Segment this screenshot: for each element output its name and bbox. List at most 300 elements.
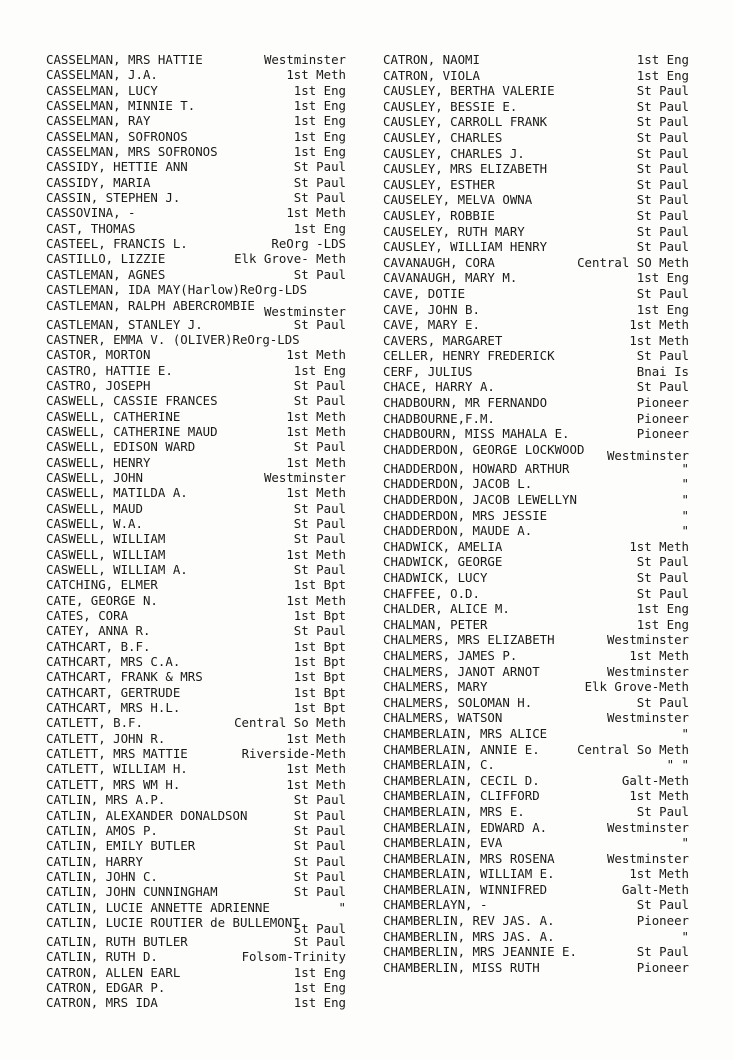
entry-name: CATHCART, GERTRUDE (46, 684, 181, 700)
directory-entry (46, 159, 346, 174)
entry-church: 1st Meth (286, 408, 346, 424)
entry-name: CHAMBERLAYN, - (383, 897, 488, 913)
entry-church: St Paul (636, 129, 689, 145)
directory-entry (383, 804, 689, 820)
directory-entry (46, 175, 346, 190)
entry-church: St Paul (636, 944, 689, 960)
entry-name: CHADDERDON, GEORGE LOCKWOOD (383, 441, 585, 457)
entry-church: St Paul (293, 920, 346, 936)
directory-entry (46, 332, 346, 347)
entry-church: St Paul (293, 266, 346, 282)
entry-name: CHALMERS, JAMES P. (383, 647, 518, 663)
entry-name: CHAMBERLIN, REV JAS. A. (383, 913, 555, 929)
directory-entry (46, 455, 346, 470)
entry-church: 1st Meth (286, 546, 346, 562)
entry-name: CASWELL, CATHERINE MAUD (46, 423, 218, 439)
entry-church: " (681, 725, 689, 741)
entry-name: CAUSLEY, CHARLES (383, 129, 503, 145)
directory-entry (46, 144, 346, 159)
entry-name: CAST, THOMAS (46, 220, 136, 236)
directory-entry (46, 282, 346, 297)
directory-entry (46, 205, 346, 220)
directory-entry (46, 761, 346, 776)
entry-church: 1st Meth (629, 332, 689, 348)
directory-entry (46, 792, 346, 807)
entry-church: Westminster (263, 469, 346, 485)
entry-church: St Paul (636, 239, 689, 255)
entry-name: CHAMBERLAIN, MRS ALICE (383, 725, 548, 741)
directory-entry (46, 934, 346, 949)
directory-entry (383, 897, 689, 913)
entry-name: CHADDERDON, JACOB LEWELLYN (383, 492, 577, 508)
entry-church: St Paul (293, 439, 346, 455)
entry-church: Central SO Meth (577, 254, 689, 270)
entry-name: CHALMERS, WATSON (383, 710, 503, 726)
entry-church: 1st Meth (629, 866, 689, 882)
directory-entry (46, 236, 346, 251)
entry-church: Westminster (606, 447, 689, 463)
entry-church: St Paul (636, 570, 689, 585)
entry-name: CHALMAN, PETER (383, 616, 488, 632)
entry-name: CHADWICK, GEORGE (383, 554, 503, 570)
entry-church: St Paul (293, 515, 346, 531)
entry-name: CASSELMAN, MINNIE T. (46, 98, 196, 114)
entry-church: 1st Meth (286, 67, 346, 83)
entry-church: Westminster (606, 663, 689, 679)
entry-name: CASSIN, STEPHEN J. (46, 190, 181, 206)
entry-name: CASWELL, WILLIAM (46, 531, 166, 547)
entry-church: St Paul (293, 531, 346, 547)
entry-name: CASTLEMAN, STANLEY J. (46, 316, 203, 332)
entry-church: St Paul (293, 822, 346, 838)
entry-church: 1st Eng (293, 995, 346, 1011)
entry-name: CHAMBERLAIN, CECIL D. (383, 772, 540, 788)
directory-entry (383, 364, 689, 380)
directory-entry (46, 470, 346, 485)
entry-name: CATRON, EDGAR P. (46, 979, 166, 995)
directory-entry (383, 476, 689, 492)
entry-name: CHADDERDON, MAUDE A. (383, 523, 533, 539)
directory-entry (383, 270, 689, 286)
entry-name: CASWELL, HENRY (46, 454, 151, 470)
entry-church: St Paul (636, 207, 689, 223)
right-column (383, 52, 689, 975)
directory-entry (383, 146, 689, 162)
entry-name: CATLETT, WILLIAM H. (46, 761, 188, 777)
entry-name: CHAMBERLAIN, EVA (383, 835, 503, 851)
entry-name: CHACE, HARRY A. (383, 379, 495, 395)
entry-church: Westminster (263, 303, 346, 319)
directory-entry (46, 639, 346, 654)
entry-church: " (681, 476, 689, 492)
directory-entry (46, 129, 346, 144)
entry-church: Pioneer (636, 426, 689, 442)
directory-entry (383, 208, 689, 224)
entry-name: CHADDERDON, JACOB L. (383, 476, 533, 492)
entry-name: CHADBOURN, MR FERNANDO (383, 395, 548, 411)
directory-entry (383, 177, 689, 193)
entry-name: CATCHING, ELMER (46, 577, 158, 593)
entry-church: 1st Bpt (293, 608, 346, 624)
entry-church: 1st Meth (286, 454, 346, 470)
entry-church: Elk Grove- Meth (234, 251, 346, 267)
directory-entry (46, 378, 346, 393)
directory-entry (46, 995, 346, 1010)
directory-entry (383, 866, 689, 882)
entry-church: St Paul (636, 379, 689, 395)
entry-church: 1st Eng (293, 128, 346, 144)
entry-church: 1st Meth (629, 647, 689, 663)
entry-name: CAUSLEY, WILLIAM HENRY (383, 239, 548, 255)
directory-entry (46, 562, 346, 577)
entry-name: CATLETT, MRS WM H. (46, 776, 181, 792)
entry-name: CATLIN, HARRY (46, 853, 143, 869)
directory-entry (383, 83, 689, 99)
entry-church: St Paul (293, 316, 346, 332)
directory-entry (383, 664, 689, 680)
entry-name: CASTOR, MORTON (46, 347, 151, 363)
directory-entry (383, 632, 689, 648)
entry-church: Galt-Meth (621, 881, 689, 897)
entry-church: 1st Eng (293, 964, 346, 980)
entry-name: CATLIN, JOHN CUNNINGHAM (46, 884, 218, 900)
entry-name: CASTRO, HATTIE E. (46, 362, 173, 378)
entry-name: CATLIN, MRS A.P. (46, 792, 166, 808)
entry-name: CATHCART, B.F. (46, 638, 151, 654)
directory-entry (46, 393, 346, 408)
entry-church: Bnai Is (636, 363, 689, 379)
entry-name: CAVE, MARY E. (383, 317, 480, 333)
entry-name: CATHCART, FRANK & MRS (46, 669, 203, 685)
directory-entry (383, 679, 689, 695)
entry-name: CAUSLEY, BESSIE E. (383, 98, 518, 114)
entry-church: St Paul (293, 853, 346, 869)
entry-church: 1st Eng (636, 270, 689, 286)
entry-church: St Paul (636, 192, 689, 208)
entry-church: Westminster (606, 632, 689, 648)
directory-entry (383, 617, 689, 633)
entry-name: CASTNER, EMMA V. (OLIVER)ReOrg-LDS (46, 331, 300, 347)
entry-church: 1st Meth (286, 347, 346, 363)
entry-name: CAVANAUGH, CORA (383, 254, 495, 270)
directory-entry (383, 333, 689, 349)
entry-name: CHAFFEE, O.D. (383, 585, 480, 601)
entry-name: CAVANAUGH, MARY M. (383, 270, 518, 286)
entry-church: St Paul (293, 807, 346, 823)
directory-entry (46, 669, 346, 684)
entry-church: " (681, 835, 689, 851)
entry-name: CHALMERS, MARY (383, 679, 488, 695)
directory-entry (383, 492, 689, 508)
directory-entry (46, 485, 346, 500)
entry-church: St Paul (636, 114, 689, 130)
entry-name: CASWELL, CASSIE FRANCES (46, 393, 218, 409)
entry-name: CHAMBERLAIN, WINNIFRED (383, 881, 548, 897)
entry-church: 1st Bpt (293, 577, 346, 593)
entry-name: CASSELMAN, MRS SOFRONOS (46, 144, 218, 160)
directory-entry (46, 965, 346, 980)
entry-name: CASTRO, JOSEPH (46, 377, 151, 393)
entry-name: CASTEEL, FRANCIS L. (46, 236, 188, 252)
entry-name: CATLIN, ALEXANDER DONALDSON (46, 807, 248, 823)
entry-name: CHALMERS, MRS ELIZABETH (383, 632, 555, 648)
entry-church: 1st Meth (286, 485, 346, 501)
directory-entry (383, 648, 689, 664)
directory-entry (46, 221, 346, 236)
entry-church: St Paul (293, 933, 346, 949)
entry-name: CHAMBERLAIN, CLIFFORD (383, 788, 540, 804)
entry-name: CATLIN, RUTH BUTLER (46, 933, 188, 949)
entry-church: St Paul (636, 161, 689, 177)
entry-church: St Paul (293, 623, 346, 639)
entry-church: St Paul (293, 500, 346, 516)
directory-entry (383, 586, 689, 602)
directory-entry (46, 317, 346, 332)
entry-church: 1st Eng (293, 362, 346, 378)
directory-entry (383, 742, 689, 758)
directory-entry (46, 190, 346, 205)
entry-church: 1st Eng (293, 113, 346, 129)
entry-church: " (681, 523, 689, 539)
entry-church: 1st Eng (636, 301, 689, 317)
directory-entry (46, 251, 346, 266)
entry-church: Westminster (606, 710, 689, 726)
entry-name: CHALDER, ALICE M. (383, 601, 510, 617)
directory-entry (383, 695, 689, 711)
directory-entry (383, 554, 689, 570)
directory-entry (46, 52, 346, 67)
entry-name: CASSELMAN, RAY (46, 113, 151, 129)
directory-entry (383, 224, 689, 240)
entry-church: St Paul (293, 190, 346, 206)
entry-church: 1st Meth (286, 776, 346, 792)
entry-church: St Paul (636, 348, 689, 364)
entry-name: CHAMBERLAIN, WILLIAM E. (383, 866, 555, 882)
directory-entry (383, 882, 689, 898)
entry-church: 1st Meth (629, 538, 689, 554)
entry-name: CHADWICK, LUCY (383, 570, 488, 585)
entry-church: 1st Bpt (293, 654, 346, 670)
entry-church: St Paul (636, 83, 689, 99)
directory-entry (46, 777, 346, 792)
entry-church: 1st Bpt (293, 684, 346, 700)
entry-name: CAUSELEY, RUTH MARY (383, 223, 525, 239)
entry-name: CATHCART, MRS H.L. (46, 700, 181, 716)
directory-entry (383, 960, 689, 976)
entry-church: 1st Meth (286, 730, 346, 746)
directory-entry (46, 980, 346, 995)
entry-church: 1st Meth (629, 788, 689, 804)
entry-name: CHALMERS, SOLOMAN H. (383, 694, 533, 710)
entry-church: Pioneer (636, 959, 689, 975)
entry-name: CASSELMAN, J.A. (46, 67, 158, 83)
directory-entry (46, 869, 346, 884)
entry-church: St Paul (636, 145, 689, 161)
entry-name: CASTILLO, LIZZIE (46, 251, 166, 267)
directory-entry (383, 788, 689, 804)
directory-entry (383, 52, 689, 68)
entry-church: 1st Bpt (293, 638, 346, 654)
entry-church: 1st Bpt (293, 700, 346, 716)
entry-name: CATLIN, EMILY BUTLER (46, 838, 196, 854)
entry-church: 1st Eng (293, 98, 346, 114)
entry-name: CATLETT, JOHN R. (46, 730, 166, 746)
directory-entry (383, 442, 689, 461)
directory-entry (383, 523, 689, 539)
directory-entry (46, 409, 346, 424)
entry-name: CHAMBERLAIN, EDWARD A. (383, 819, 548, 835)
entry-name: CAVERS, MARGARET (383, 332, 503, 348)
entry-church: Pioneer (636, 913, 689, 929)
directory-entry (383, 835, 689, 851)
entry-name: CASSIDY, HETTIE ANN (46, 159, 188, 175)
entry-church: Central So Meth (234, 715, 346, 731)
entry-name: CELLER, HENRY FREDERICK (383, 348, 555, 364)
entry-name: CATES, CORA (46, 608, 129, 624)
entry-church: 1st Eng (293, 979, 346, 995)
entry-church: 1st Eng (636, 601, 689, 617)
entry-name: CAVE, JOHN B. (383, 301, 480, 317)
entry-name: CAUSLEY, CARROLL FRANK (383, 114, 548, 130)
entry-name: CAVE, DOTIE (383, 285, 466, 301)
directory-entry (383, 239, 689, 255)
entry-church: St Paul (293, 174, 346, 190)
entry-name: CATLIN, JOHN C. (46, 868, 158, 884)
directory-entry (46, 298, 346, 317)
entry-name: CASWELL, JOHN (46, 469, 143, 485)
directory-entry (46, 501, 346, 516)
directory-entry (383, 395, 689, 411)
entry-church: Central So Meth (577, 741, 689, 757)
entry-name: CATHCART, MRS C.A. (46, 654, 181, 670)
entry-church: 1st Eng (636, 67, 689, 83)
directory-entry (46, 593, 346, 608)
directory-entry (46, 83, 346, 98)
directory-entry (46, 654, 346, 669)
directory-entry (46, 838, 346, 853)
directory-entry (46, 439, 346, 454)
directory-entry (383, 929, 689, 945)
directory-entry (46, 808, 346, 823)
entry-name: CHALMERS, JANOT ARNOT (383, 663, 540, 679)
entry-church: Galt-Meth (621, 772, 689, 788)
directory-entry (46, 915, 346, 934)
entry-church: 1st Meth (286, 592, 346, 608)
entry-church: St Paul (636, 694, 689, 710)
directory-entry (46, 608, 346, 623)
directory-entry (46, 949, 346, 964)
left-column (46, 52, 346, 1011)
entry-name: CHAMBERLAIN, C. (383, 757, 495, 773)
entry-name: CASSIDY, MARIA (46, 174, 151, 190)
entry-name: CASWELL, CATHERINE (46, 408, 181, 424)
directory-entry (383, 302, 689, 318)
directory-entry (46, 884, 346, 899)
entry-name: CAUSELEY, MELVA OWNA (383, 192, 533, 208)
directory-entry (383, 317, 689, 333)
directory-entry (46, 424, 346, 439)
directory-entry (383, 379, 689, 395)
directory-entry (383, 913, 689, 929)
directory-entry (46, 98, 346, 113)
entry-church: " " (666, 757, 689, 773)
directory-entry (383, 426, 689, 442)
entry-church: " (681, 492, 689, 508)
directory-entry (46, 823, 346, 838)
entry-church: Folsom-Trinity (241, 949, 346, 965)
entry-name: CATE, GEORGE N. (46, 592, 158, 608)
entry-church: " (338, 899, 346, 915)
entry-church: " (681, 507, 689, 523)
directory-entry (383, 192, 689, 208)
directory-entry (46, 267, 346, 282)
directory-entry (46, 67, 346, 82)
directory-entry (383, 461, 689, 477)
entry-church: 1st Eng (293, 220, 346, 236)
entry-name: CHADWICK, AMELIA (383, 538, 503, 554)
directory-entry (383, 508, 689, 524)
directory-entry (383, 601, 689, 617)
entry-church: " (681, 460, 689, 476)
entry-church: St Paul (636, 285, 689, 301)
directory-entry (46, 547, 346, 562)
entry-church: St Paul (293, 868, 346, 884)
entry-church: Pioneer (636, 395, 689, 411)
entry-name: CHAMBERLAIN, MRS ROSENA (383, 850, 555, 866)
directory-entry (46, 685, 346, 700)
directory-entry (383, 726, 689, 742)
entry-church: St Paul (636, 585, 689, 601)
entry-name: CASWELL, WILLIAM A. (46, 562, 188, 577)
entry-church: Westminster (606, 819, 689, 835)
directory-entry (383, 570, 689, 586)
entry-name: CHADDERDON, MRS JESSIE (383, 507, 548, 523)
entry-name: CASSELMAN, MRS HATTIE (46, 52, 203, 67)
directory-entry (46, 854, 346, 869)
entry-name: CASTLEMAN, RALPH ABERCROMBIE (46, 297, 255, 313)
entry-name: CASSELMAN, LUCY (46, 82, 158, 98)
entry-name: CATLIN, LUCIE ANNETTE ADRIENNE (46, 899, 270, 915)
entry-name: CHAMBERLIN, MISS RUTH (383, 959, 540, 975)
entry-church: " (681, 928, 689, 944)
directory-entry (383, 757, 689, 773)
directory-entry (46, 746, 346, 761)
entry-church: St Paul (293, 377, 346, 393)
entry-name: CATRON, ALLEN EARL (46, 964, 181, 980)
directory-entry (46, 715, 346, 730)
directory-entry (383, 411, 689, 427)
entry-name: CAUSLEY, CHARLES J. (383, 145, 525, 161)
entry-church: St Paul (636, 803, 689, 819)
entry-name: CATLIN, AMOS P. (46, 822, 158, 838)
entry-name: CAUSLEY, ESTHER (383, 176, 495, 192)
directory-entry (46, 347, 346, 362)
entry-church: Westminster (606, 850, 689, 866)
entry-name: CAUSLEY, MRS ELIZABETH (383, 161, 548, 177)
entry-name: CASTLEMAN, IDA MAY(Harlow)ReOrg-LDS (46, 282, 308, 298)
entry-church: Westminster (263, 52, 346, 67)
directory-entry (46, 731, 346, 746)
entry-church: St Paul (293, 792, 346, 808)
entry-church: St Paul (293, 159, 346, 175)
entry-church: 1st Meth (286, 205, 346, 221)
entry-church: 1st Eng (293, 144, 346, 160)
directory-entry (46, 623, 346, 638)
entry-name: CHADBOURN, MISS MAHALA E. (383, 426, 570, 442)
entry-name: CATLETT, B.F. (46, 715, 143, 731)
entry-church: St Paul (293, 393, 346, 409)
directory-entry (383, 539, 689, 555)
